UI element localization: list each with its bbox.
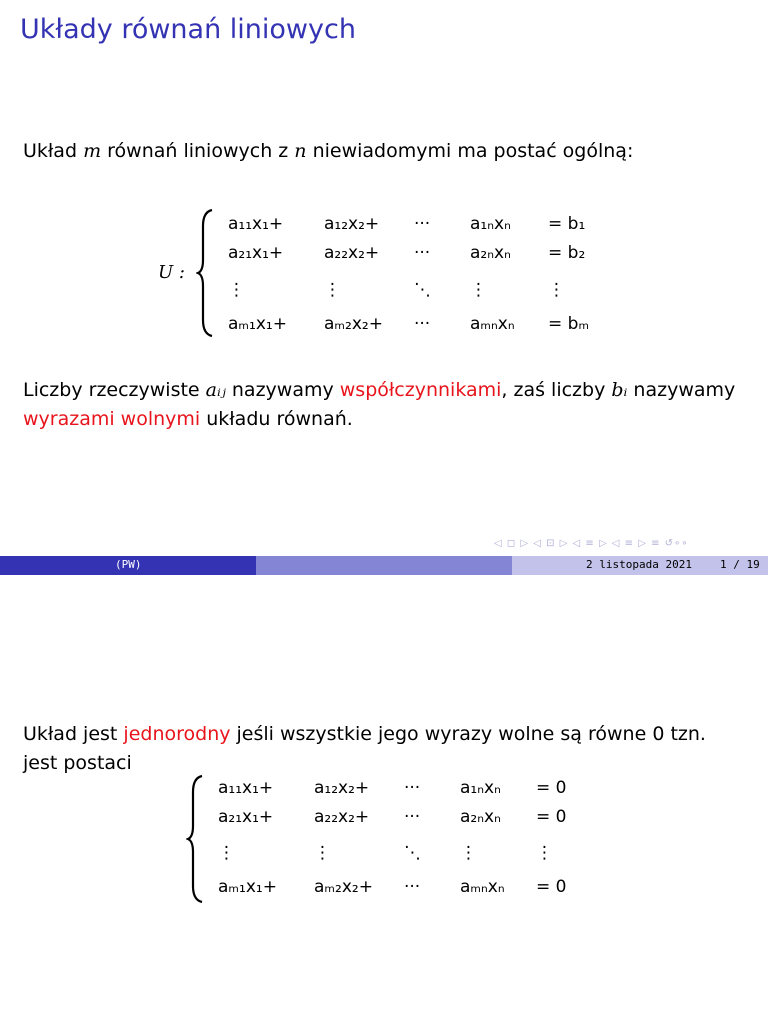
equation-cell: a₂₁x₁+ [228, 243, 284, 263]
coef-symbol: aᵢⱼ [205, 379, 226, 401]
equation-cell: ⋱ [414, 280, 431, 300]
def-text-1: Liczby rzeczywiste [23, 379, 206, 401]
equation-cell: ⋮ [228, 280, 245, 300]
def-text-3: , zaś liczby [501, 379, 612, 401]
equation-cell: ⋮ [314, 843, 331, 863]
def-text-2: nazywamy [225, 379, 340, 401]
beamer-navigation[interactable]: ◁ ◻ ▷ ◁ ⊡ ▷ ◁ ≡ ▷ ◁ ≡ ▷ ≡ ↺∘∘ [494, 538, 689, 549]
definition-paragraph [23, 376, 735, 434]
equation-cell: = b₁ [548, 214, 586, 234]
homog-text-2: jeśli wszystkie jego wyrazy wolne są równe 0 tzn. [230, 723, 706, 745]
equation-cell: ⋮ [218, 843, 235, 863]
equation-cell: ⋮ [548, 280, 565, 300]
equation-cell: aₘₙxₙ [460, 877, 505, 897]
footer-author: (PW) [115, 558, 142, 571]
slide-footer [0, 556, 768, 575]
homog-text-1: Układ jest [23, 723, 124, 745]
equation-cell: aₘₙxₙ [470, 314, 515, 334]
intro-text-2: równań liniowych z [101, 140, 295, 162]
equation-cell: a₂₂x₂+ [314, 807, 370, 827]
footer-date-section [512, 556, 768, 575]
equation-cell: = 0 [536, 877, 567, 897]
equation-cell: ··· [404, 778, 421, 798]
intro-paragraph [23, 137, 633, 166]
equation-cell: a₁₂x₂+ [324, 214, 380, 234]
equation-cell: ⋮ [536, 843, 553, 863]
equation-cell: aₘ₁x₁+ [218, 877, 277, 897]
system-label: U : [158, 262, 185, 283]
homog-text-3: jest postaci [23, 752, 132, 774]
equation-cell: ⋮ [324, 280, 341, 300]
def-text-4: nazywamy [627, 379, 736, 401]
term-homogeneous: jednorodny [123, 723, 231, 745]
equation-cell: ··· [404, 807, 421, 827]
equation-cell: a₁₂x₂+ [314, 778, 370, 798]
equation-cell: a₂ₙxₙ [470, 243, 511, 263]
slide-title: Układy równań liniowych [20, 14, 356, 45]
term-free-terms: wyrazami wolnymi [23, 408, 201, 430]
equation-cell: ··· [404, 877, 421, 897]
equation-cell: a₁₁x₁+ [218, 778, 274, 798]
equation-cell: = b₂ [548, 243, 586, 263]
equation-cell: = bₘ [548, 314, 590, 334]
free-symbol: bᵢ [611, 379, 628, 401]
intro-text-3: niewiadomymi ma postać ogólną: [306, 140, 634, 162]
homogeneous-paragraph [23, 720, 706, 778]
equation-cell: a₁₁x₁+ [228, 214, 284, 234]
intro-text-1: Układ [23, 140, 84, 162]
footer-author-section [0, 556, 256, 575]
left-brace-2 [186, 774, 206, 904]
equation-cell: = 0 [536, 778, 567, 798]
equation-cell: a₂ₙxₙ [460, 807, 501, 827]
equation-cell: a₁ₙxₙ [470, 214, 511, 234]
equation-cell: a₂₁x₁+ [218, 807, 274, 827]
left-brace [196, 208, 216, 338]
equation-cell: aₘ₂x₂+ [324, 314, 383, 334]
equation-cell: ⋮ [470, 280, 487, 300]
equation-cell: aₘ₁x₁+ [228, 314, 287, 334]
equation-cell: a₁ₙxₙ [460, 778, 501, 798]
equation-cell: = 0 [536, 807, 567, 827]
equation-cell: ⋮ [460, 843, 477, 863]
equation-cell: aₘ₂x₂+ [314, 877, 373, 897]
equation-cell: a₂₂x₂+ [324, 243, 380, 263]
footer-page-number: 1 / 19 [720, 558, 760, 571]
equation-cell: ⋱ [404, 843, 421, 863]
equation-cell: ··· [414, 214, 431, 234]
equation-cell: ··· [414, 314, 431, 334]
var-m: m [83, 140, 102, 162]
equation-cell: ··· [414, 243, 431, 263]
var-n: n [294, 140, 307, 162]
footer-date: 2 listopada 2021 [586, 558, 692, 571]
def-text-5: układu równań. [200, 408, 353, 430]
term-coefficients: współczynnikami [339, 379, 502, 401]
footer-title-section [256, 556, 512, 575]
